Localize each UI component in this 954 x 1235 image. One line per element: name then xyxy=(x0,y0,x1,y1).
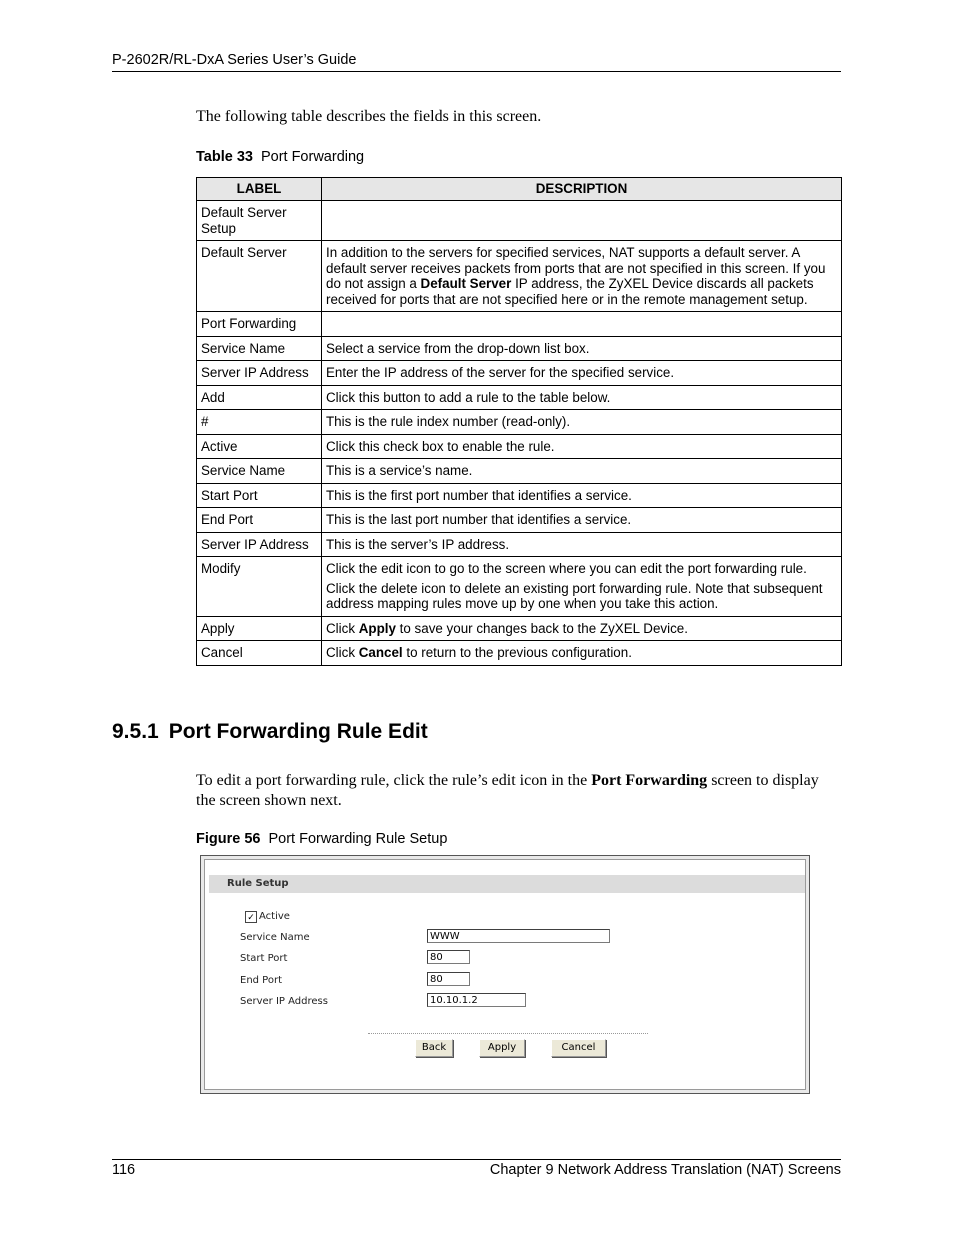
figure-caption-number: Figure 56 xyxy=(196,831,261,847)
server-ip-input[interactable]: 10.10.1.2 xyxy=(427,993,526,1007)
end-port-label: End Port xyxy=(240,975,283,986)
description-text: This is a service’s name. xyxy=(326,463,473,478)
row-description xyxy=(322,361,842,386)
server-ip-label: Server IP Address xyxy=(240,996,328,1007)
chapter-title: Chapter 9 Network Address Translation (NAT) Screens xyxy=(489,1162,841,1178)
row-label: Default Server xyxy=(197,241,322,312)
button-divider xyxy=(368,1033,648,1034)
table-row xyxy=(197,483,842,508)
description-paragraph xyxy=(326,512,837,528)
cancel-button[interactable]: Cancel xyxy=(551,1039,606,1057)
section-title: Port Forwarding Rule Edit xyxy=(168,720,428,743)
description-text: Click this button to add a rule to the table below. xyxy=(326,389,611,405)
active-checkbox[interactable] xyxy=(245,911,257,923)
table-row xyxy=(197,385,842,410)
intro-text: The following table describes the fields in this screen. xyxy=(196,108,542,125)
description-text: This is the first port number that identifies a service. xyxy=(326,487,632,503)
table-row xyxy=(197,532,842,557)
description-paragraph xyxy=(326,365,837,381)
table-row xyxy=(197,641,842,666)
row-description xyxy=(322,616,842,641)
row-description xyxy=(322,483,842,508)
figure-caption xyxy=(196,831,447,847)
description-text: This is the rule index number (read-only). xyxy=(326,414,571,429)
description-paragraph xyxy=(326,561,837,577)
row-label: Apply xyxy=(197,616,322,641)
description-text: Click the delete icon to delete an existing port forwarding rule. Note that subsequent address mapping rules move up by one when you take this action. xyxy=(326,580,823,611)
row-label: Service Name xyxy=(197,459,322,484)
start-port-input[interactable]: 80 xyxy=(427,950,470,964)
table-row xyxy=(197,312,842,337)
row-description xyxy=(322,459,842,484)
running-header-title: P-2602R/RL-DxA Series User’s Guide xyxy=(112,52,357,68)
row-label: Server IP Address xyxy=(197,532,322,557)
row-description xyxy=(322,434,842,459)
table-row xyxy=(197,336,842,361)
row-description xyxy=(322,410,842,435)
row-description xyxy=(322,557,842,617)
description-paragraph xyxy=(326,245,837,307)
rule-setup-title-bar: Rule Setup xyxy=(209,875,805,893)
end-port-input[interactable]: 80 xyxy=(427,972,470,986)
row-label: Active xyxy=(197,434,322,459)
row-label: Service Name xyxy=(197,336,322,361)
row-label: End Port xyxy=(197,508,322,533)
table-row xyxy=(197,508,842,533)
description-bold-term: Apply xyxy=(358,620,396,636)
table-row xyxy=(197,434,842,459)
paragraph-bold-term: Port Forwarding xyxy=(591,772,708,789)
row-description xyxy=(322,312,842,337)
table-caption xyxy=(196,149,364,165)
description-text: Select a service from the drop-down list box. xyxy=(326,340,590,356)
header-description: DESCRIPTION xyxy=(322,178,842,201)
rule-setup-screenshot xyxy=(200,855,810,1094)
description-text: to save your changes back to the ZyXEL Device. xyxy=(395,620,688,636)
row-label: Add xyxy=(197,385,322,410)
service-name-input[interactable]: WWW xyxy=(427,929,610,943)
row-description xyxy=(322,532,842,557)
table-caption-number: Table 33 xyxy=(196,149,253,165)
description-text: to return to the previous configuration. xyxy=(402,645,632,660)
row-label: Modify xyxy=(197,557,322,617)
header-label: LABEL xyxy=(197,178,322,201)
row-description xyxy=(322,336,842,361)
rule-setup-panel xyxy=(204,859,806,1090)
description-text: Click this check box to enable the rule. xyxy=(326,438,555,454)
section-number: 9.5.1 xyxy=(112,720,159,743)
row-label: # xyxy=(197,410,322,435)
description-paragraph xyxy=(326,645,837,661)
active-label: Active xyxy=(259,911,290,922)
description-paragraph xyxy=(326,414,837,430)
checkmark-icon: ✓ xyxy=(247,912,255,922)
description-text: In addition to the servers for specified services, NAT supports a default server. A default server receives packets from ports that are not specified in this screen. If you do not assign a xyxy=(326,245,826,291)
description-text: Click xyxy=(326,620,359,636)
description-text: Click xyxy=(326,645,359,660)
back-button[interactable]: Back xyxy=(415,1039,453,1057)
paragraph-text-after: screen to display the screen shown next. xyxy=(196,772,819,809)
apply-button[interactable]: Apply xyxy=(479,1039,525,1057)
description-text: This is the last port number that identifies a service. xyxy=(326,512,632,527)
table-row xyxy=(197,616,842,641)
row-description xyxy=(322,201,842,241)
table-row xyxy=(197,459,842,484)
description-paragraph xyxy=(326,390,837,406)
row-description xyxy=(322,508,842,533)
description-bold-term: Default Server xyxy=(420,276,512,291)
description-text: Click the edit icon to go to the screen where you can edit the port forwarding rule. xyxy=(326,561,807,576)
port-forwarding-table xyxy=(196,177,842,666)
table-body xyxy=(197,201,842,666)
row-label: Cancel xyxy=(197,641,322,666)
start-port-label: Start Port xyxy=(240,953,288,964)
description-paragraph xyxy=(326,439,837,455)
row-label: Server IP Address xyxy=(197,361,322,386)
header-divider xyxy=(112,71,841,72)
page-number: 116 xyxy=(112,1162,136,1178)
table-row xyxy=(197,241,842,312)
description-text: This is the server’s IP address. xyxy=(326,536,510,552)
description-paragraph xyxy=(326,341,837,357)
row-label: Port Forwarding xyxy=(197,312,322,337)
description-paragraph xyxy=(326,581,837,612)
table-header-row xyxy=(197,178,842,201)
description-paragraph xyxy=(326,537,837,553)
section-heading xyxy=(112,720,428,744)
paragraph-text-before: To edit a port forwarding rule, click the rule’s edit icon in the xyxy=(196,772,592,789)
section-paragraph xyxy=(196,771,836,811)
table-row xyxy=(197,557,842,617)
table-caption-title: Port Forwarding xyxy=(260,149,365,165)
description-paragraph xyxy=(326,463,837,479)
row-description xyxy=(322,641,842,666)
row-description xyxy=(322,241,842,312)
table-row xyxy=(197,410,842,435)
description-paragraph xyxy=(326,488,837,504)
description-paragraph xyxy=(326,621,837,637)
row-description xyxy=(322,385,842,410)
table-row xyxy=(197,201,842,241)
description-text: Enter the IP address of the server for the specified service. xyxy=(326,365,675,380)
service-name-label: Service Name xyxy=(240,932,310,943)
description-bold-term: Cancel xyxy=(358,645,403,660)
table-row xyxy=(197,361,842,386)
row-label: Start Port xyxy=(197,483,322,508)
description-text: IP address, the ZyXEL Device discards all packets received for ports that are not specified here or in the remote management setup. xyxy=(326,276,814,307)
figure-caption-title: Port Forwarding Rule Setup xyxy=(268,831,448,847)
row-label: Default Server Setup xyxy=(197,201,322,241)
footer-divider xyxy=(112,1159,841,1160)
